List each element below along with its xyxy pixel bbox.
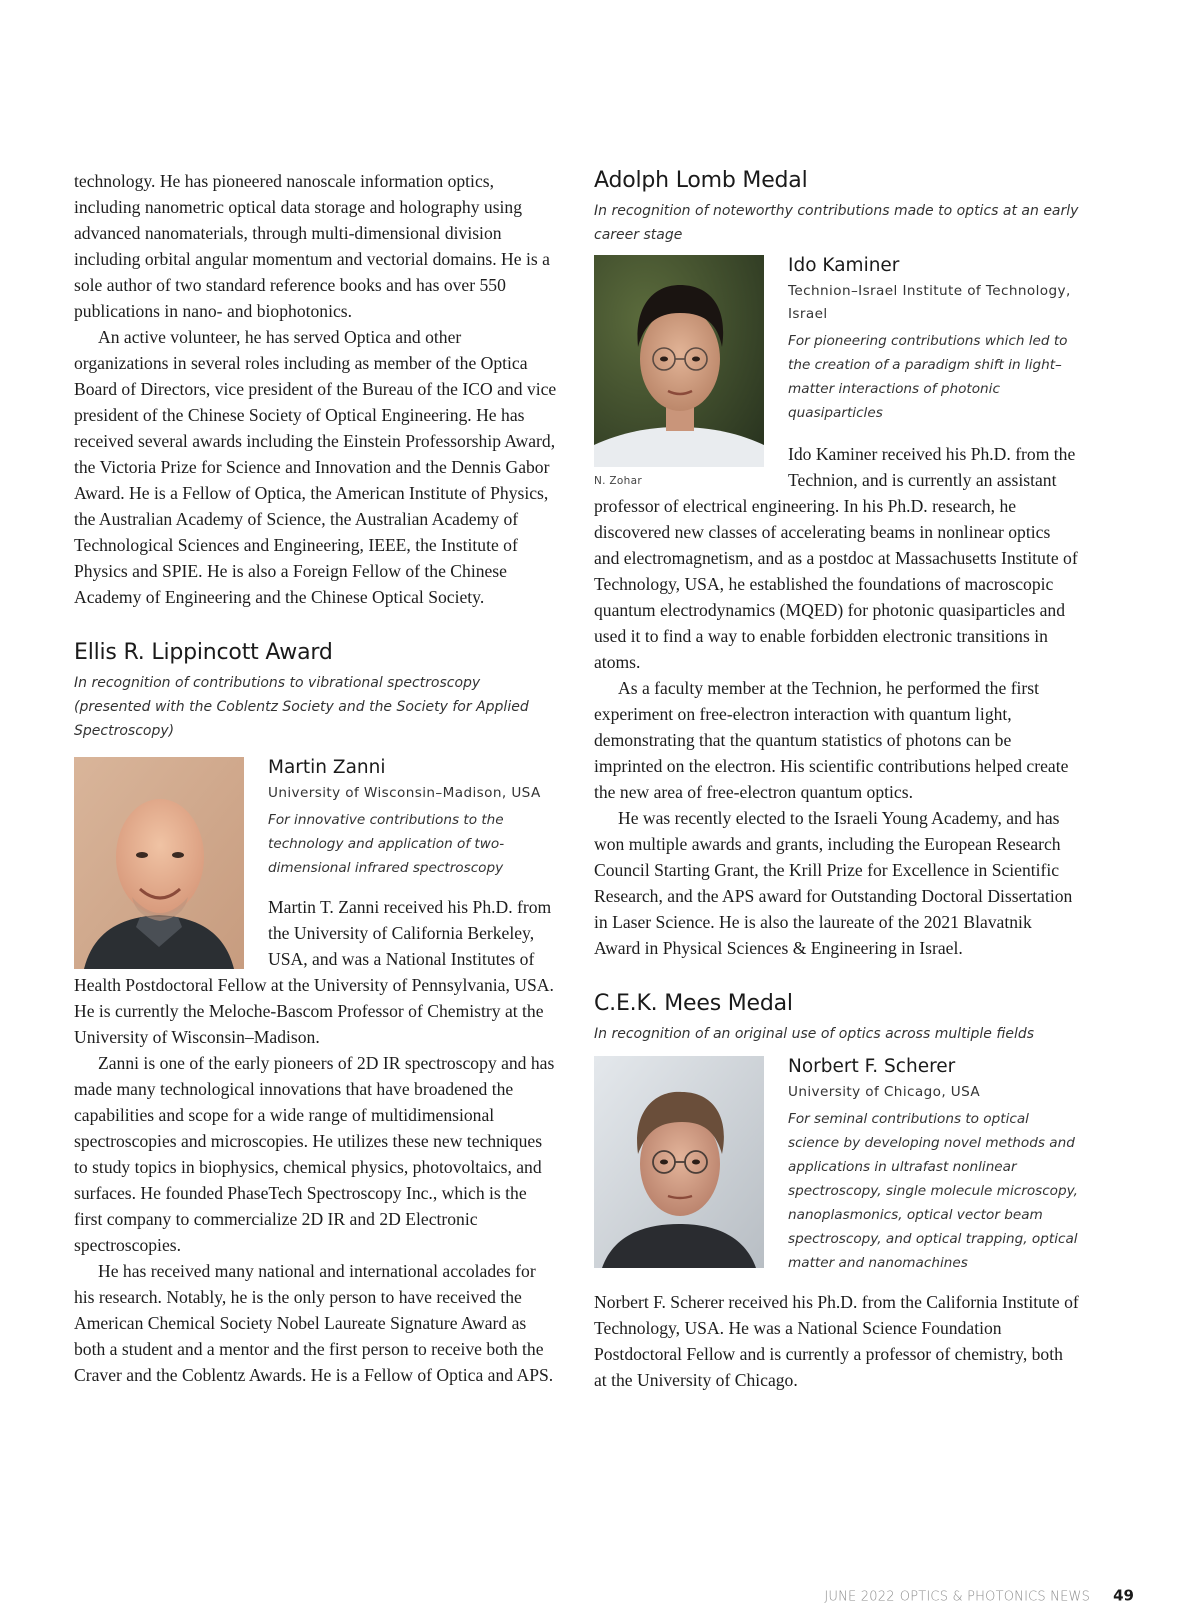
lomb-medal-title: Adolph Lomb Medal xyxy=(594,168,808,193)
kaminer-photo-credit: N. Zohar xyxy=(594,475,642,487)
zanni-awardee xyxy=(74,757,559,1388)
kaminer-paragraph-2: As a faculty member at the Technion, he performed the first experiment on free-electron interaction with quantum light, demonstrating that the quantum statistics of photons can be imprinted on the electron. His scientific contributions helped create the new area of free-electron quantum optics. xyxy=(594,678,1069,802)
scherer-photo-wrap xyxy=(594,1056,764,1268)
scherer-photo xyxy=(594,1056,764,1268)
mees-medal-subtitle: In recognition of an original use of optics across multiple fields xyxy=(594,1026,1035,1042)
mees-medal-title: C.E.K. Mees Medal xyxy=(594,991,793,1016)
kaminer-paragraph-1: Ido Kaminer received his Ph.D. from the Technion, and is currently an assistant professor of electrical engineering. In his Ph.D. research, he discovered new classes of accelerating beams in nonlinear optics and electromagnetism, and as a postdoc at Massachusetts Institute of Technology, USA, he established the foundations of macroscopic quantum electrodynamics (MQED) for photonic quasiparticles and used it to find a way to enable forbidden electronic transitions in atoms. xyxy=(594,444,1078,672)
zanni-paragraph-1: Martin T. Zanni received his Ph.D. from the University of California Berkeley, USA, and was a National Institutes of Health Postdoctoral Fellow at the University of Pennsylvania, USA. He is currently the Meloche-Bascom Professor of Chemistry at the University of Wisconsin–Madison. xyxy=(74,897,554,1047)
zanni-affiliation: University of Wisconsin–Madison, USA xyxy=(268,785,541,801)
zanni-name: Martin Zanni xyxy=(268,757,386,778)
zanni-photo xyxy=(74,757,244,969)
zanni-paragraph-2: Zanni is one of the early pioneers of 2D IR spectroscopy and has made many technological innovations that have broadened the capabilities and scope for a wide range of multidimensional spectroscopies and microscopies. He utilizes these new techniques to study topics in biophysics, chemical physics, photovoltaics, and surfaces. He founded PhaseTech Spectroscopy Inc., which is the first company to commercialize 2D IR and 2D Electronic spectroscopies. xyxy=(74,1053,555,1255)
footer-issue: JUNE 2022 xyxy=(824,1589,895,1605)
footer-publication: OPTICS & PHOTONICS NEWS xyxy=(899,1589,1091,1605)
kaminer-awardee xyxy=(594,255,1079,961)
lippincott-award-subtitle: In recognition of contributions to vibrational spectroscopy (presented with the Coblentz Society and the Society for Applied Spectroscopy) xyxy=(74,675,529,739)
scherer-paragraph-1: Norbert F. Scherer received his Ph.D. from the California Institute of Technology, USA. He was a National Science Foundation Postdoctoral Fellow and is currently a professor of chemistry, both at the University of Chicago. xyxy=(594,1292,1079,1390)
scherer-name: Norbert F. Scherer xyxy=(788,1056,956,1077)
right-column xyxy=(594,168,1079,1393)
zanni-citation: For innovative contributions to the technology and application of two-dimensional infrared spectroscopy xyxy=(268,812,505,876)
scherer-affiliation: University of Chicago, USA xyxy=(788,1084,981,1100)
page-number: 49 xyxy=(1113,1586,1134,1605)
kaminer-photo xyxy=(594,255,764,467)
lippincott-award-title: Ellis R. Lippincott Award xyxy=(74,640,333,665)
kaminer-citation: For pioneering contributions which led to the creation of a paradigm shift in light–matter interactions of photonic quasiparticles xyxy=(788,333,1068,421)
zanni-photo-wrap xyxy=(74,757,244,969)
scherer-awardee xyxy=(594,1056,1079,1393)
intro-paragraph-1: technology. He has pioneered nanoscale information optics, including nanometric optical data storage and holography using advanced nanomaterials, through multi-dimensional division including orbital angular momentum and vectorial domains. He is a sole author of two standard reference books and has over 550 publications in nano- and biophotonics. xyxy=(74,171,550,321)
kaminer-photo-wrap xyxy=(594,255,764,487)
zanni-paragraph-3: He has received many national and international accolades for his research. Notably, he is the only person to have received the American Chemical Society Nobel Laureate Signature Award as both a student and a mentor and the first person to receive both the Craver and the Coblentz Awards. He is a Fellow of Optica and APS. xyxy=(74,1261,554,1385)
lomb-medal-subtitle: In recognition of noteworthy contributions made to optics at an early career stage xyxy=(594,203,1079,243)
kaminer-paragraph-3: He was recently elected to the Israeli Young Academy, and has won multiple awards and grants, including the European Research Council Starting Grant, the Krill Prize for Excellence in Scientific Research, and the APS award for Outstanding Doctoral Dissertation in Laser Science. He is also the laureate of the 2021 Blavatnik Award in Physical Sciences & Engineering in Israel. xyxy=(594,808,1073,958)
intro-paragraph-2: An active volunteer, he has served Optica and other organizations in several roles including as member of the Optica Board of Directors, vice president of the Bureau of the ICO and vice president of the Chinese Society of Optical Engineering. He has received several awards including the Einstein Professorship Award, the Victoria Prize for Science and Innovation and the Dennis Gabor Award. He is a Fellow of Optica, the American Institute of Physics, the Australian Academy of Science, the Australian Academy of Technological Sciences and Engineering, IEEE, the Institute of Physics and SPIE. He is also a Foreign Fellow of the Chinese Academy of Engineering and the Chinese Optical Society. xyxy=(74,327,557,607)
kaminer-name: Ido Kaminer xyxy=(788,255,900,276)
left-column xyxy=(74,168,559,1388)
page-footer xyxy=(824,1586,1134,1605)
kaminer-affiliation: Technion–Israel Institute of Technology, Israel xyxy=(788,283,1071,322)
scherer-citation: For seminal contributions to optical science by developing novel methods and applications in ultrafast nonlinear spectroscopy, single molecule microscopy, nanoplasmonics, optical vector beam spectroscopy, and optical trapping, optical matter and nanomachines xyxy=(788,1111,1078,1271)
